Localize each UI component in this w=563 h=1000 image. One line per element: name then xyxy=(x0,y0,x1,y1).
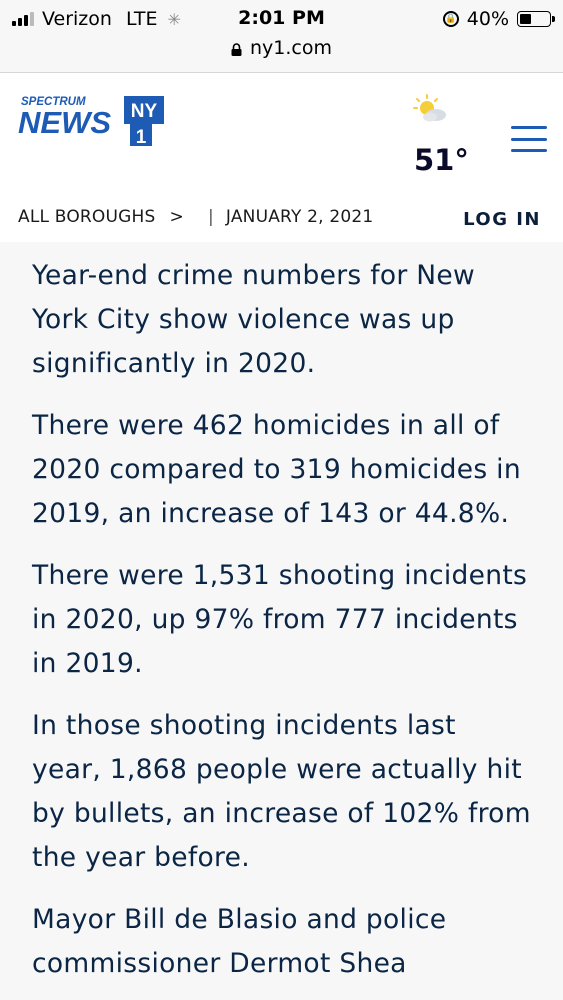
login-button[interactable]: LOG IN xyxy=(463,209,541,230)
hamburger-icon xyxy=(511,149,547,152)
breadcrumb xyxy=(0,195,563,241)
spectrum-news-ny1-logo[interactable] xyxy=(18,93,168,149)
article-paragraph: Mayor Bill de Blasio and police commissioner Dermot Shea xyxy=(32,904,447,979)
network-type: LTE xyxy=(125,8,158,30)
clock: 2:01 PM xyxy=(238,7,325,29)
svg-text:NY: NY xyxy=(130,101,158,122)
svg-text:SPECTRUM: SPECTRUM xyxy=(21,96,86,108)
url-text: ny1.com xyxy=(250,37,332,59)
battery-percent: 40% xyxy=(466,8,509,30)
chevron-right-icon: > xyxy=(169,207,184,227)
status-right xyxy=(443,8,551,30)
carrier-name: Verizon xyxy=(42,8,112,30)
orientation-lock-icon: 🔒 xyxy=(443,11,459,27)
battery-icon xyxy=(517,11,551,27)
padlock-icon xyxy=(231,43,242,56)
svg-text:NEWS: NEWS xyxy=(18,105,111,140)
address-bar[interactable] xyxy=(0,37,563,59)
status-bar xyxy=(0,0,563,73)
article-date: JANUARY 2, 2021 xyxy=(225,207,374,227)
article-body xyxy=(0,242,563,1000)
article-paragraph: Year-end crime numbers for New York City show violence was up significantly in 2020. xyxy=(32,260,476,379)
loading-spinner-icon: ✳ xyxy=(167,9,181,29)
divider: | xyxy=(207,207,214,227)
hamburger-icon xyxy=(511,138,547,141)
site-header xyxy=(0,73,563,193)
hamburger-icon xyxy=(511,126,547,129)
menu-button[interactable] xyxy=(511,126,547,152)
article-paragraph: There were 462 homicides in all of 2020 compared to 319 homicides in 2019, an increase of 143 or 44.8%. xyxy=(32,410,521,529)
temperature: 51° xyxy=(414,143,469,177)
svg-text:1: 1 xyxy=(135,127,147,148)
breadcrumb-section-link[interactable]: ALL BOROUGHS xyxy=(18,207,156,227)
article-paragraph: In those shooting incidents last year, 1,868 people were actually hit by bullets, an increase of 102% from the year before. xyxy=(32,710,531,873)
article-paragraph: There were 1,531 shooting incidents in 2020, up 97% from 777 incidents in 2019. xyxy=(32,560,528,679)
